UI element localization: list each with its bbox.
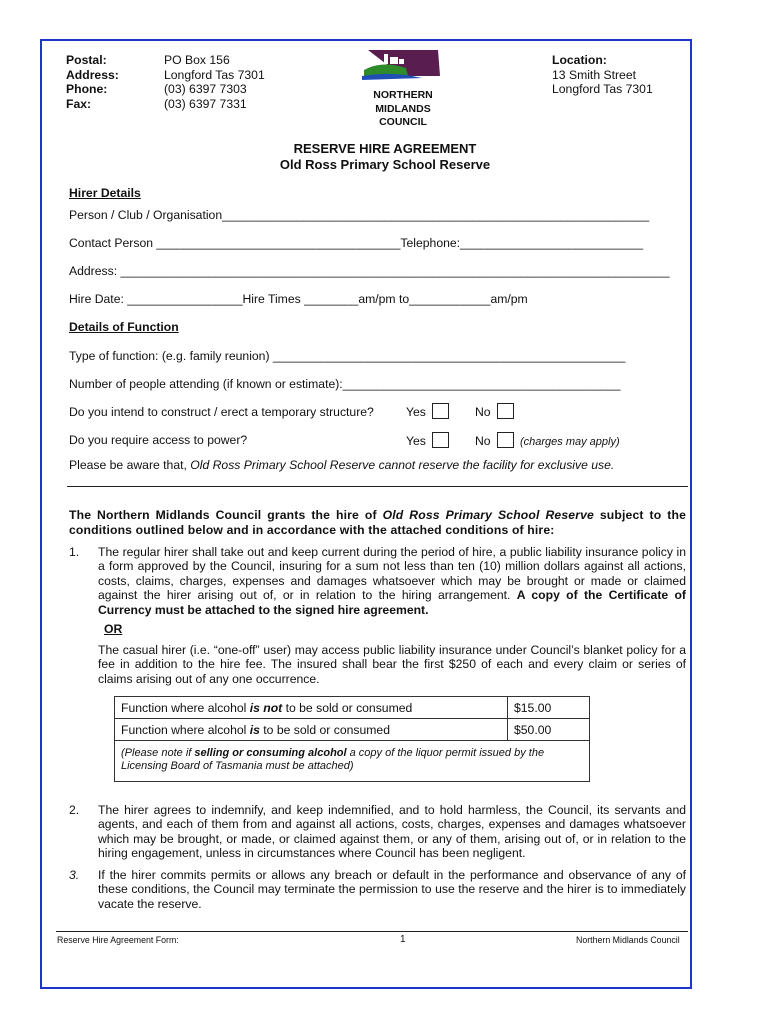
phone-label: Phone: (66, 82, 108, 96)
page-number: 1 (400, 934, 406, 945)
fee-note (115, 741, 590, 782)
contact-field[interactable]: Contact Person ____________________________________Telephone:___________________________ (69, 236, 644, 250)
footer-left: Reserve Hire Agreement Form: (57, 935, 179, 945)
table-row (115, 741, 590, 782)
location-town: Longford Tas 7301 (552, 82, 653, 96)
address-field[interactable]: Address: _________________________________________________________________________________ (69, 264, 670, 278)
or-separator: OR (104, 622, 123, 636)
function-heading: Details of Function (69, 320, 179, 334)
location-street: 13 Smith Street (552, 67, 636, 82)
fee-2-text-b: is (249, 722, 260, 737)
structure-no-label: No (475, 405, 491, 419)
footer-rule (56, 931, 688, 932)
council-line2: MIDLANDS (375, 102, 431, 115)
condition-3: If the hirer commits permits or allows any breach or default in the performance and observance of any of these conditions, the Council may terminate the permission to use the reserve and the hirer is to immediately vacate the reserve. (98, 868, 686, 911)
council-logo (362, 46, 442, 82)
fee-1-text-b: is not (249, 700, 283, 715)
structure-yes-checkbox[interactable] (432, 403, 449, 419)
council-name (353, 89, 453, 130)
condition-3-number: 3. (69, 868, 80, 882)
fee-note-a: (Please note if (121, 747, 195, 759)
table-row (115, 719, 590, 741)
contact-labels (66, 53, 119, 111)
fee-1-price: $15.00 (508, 697, 590, 719)
fee-table (114, 696, 590, 782)
fee-1-text-c: to be sold or consumed (282, 700, 413, 715)
condition-1-bold: A copy of the Certificate of Currency must be attached to the signed hire agreement. (98, 588, 686, 617)
structure-no-checkbox[interactable] (497, 403, 514, 419)
fax-value: (03) 6397 7331 (164, 96, 247, 111)
condition-2: The hirer agrees to indemnify, and keep indemnified, and to hold harmless, the Council, its servants and agents, and each of them from and against all actions, costs, charges, expenses and damages whatsoever which may be brought, or made, or claimed against them, or any of them, arising out of, or in relation to the hiring engagement, unless in circumstances where Council has been negligent. (98, 803, 686, 861)
contact-values (164, 53, 265, 111)
conditions-intro (69, 508, 686, 538)
location-block (552, 53, 653, 97)
fee-note-c: a copy of the liquor permit issued by the Licensing Board of Tasmania must be attached) (121, 747, 545, 772)
function-type-field[interactable]: Type of function: (e.g. family reunion) ____________________________________________________ (69, 349, 626, 363)
charges-note: (charges may apply) (519, 436, 620, 448)
structure-no[interactable] (475, 403, 514, 419)
postal-value: PO Box 156 (164, 53, 230, 67)
intro-part-c: subject to the conditions outlined below and in accordance with the attached conditions of hire: (69, 508, 686, 537)
postal-label: Postal: (66, 53, 107, 67)
fee-note-b: selling or consuming alcohol (194, 747, 347, 759)
location-label: Location: (552, 53, 607, 67)
condition-1-text: The regular hirer shall take out and keep current during the period of hire, a public liability insurance policy in a form approved by the Council, insuring for a sum not less than ten (10) million dollars against all actions, costs, claims, charges, expenses and damages whatsoever which may be brought or made or claimed against the hirer arising out of, or in relation to the hiring arrangement. (98, 545, 686, 603)
table-row (115, 697, 590, 719)
person-field[interactable]: Person / Club / Organisation_______________________________________________________________ (69, 208, 650, 222)
aware-prefix: Please be aware that, (69, 458, 191, 472)
address-label: Address: (66, 67, 119, 82)
power-question: Do you require access to power? (69, 433, 248, 447)
fee-2-price: $50.00 (508, 719, 590, 741)
hire-date-field[interactable]: Hire Date: _________________Hire Times ________am/pm to____________am/pm (69, 292, 528, 306)
document-subtitle: Old Ross Primary School Reserve (279, 157, 491, 172)
condition-2-number: 2. (69, 803, 80, 817)
section-divider (67, 486, 688, 487)
intro-part-a: The Northern Midlands Council grants the hire of (69, 508, 383, 522)
power-yes-checkbox[interactable] (432, 432, 449, 448)
aware-italic: Old Ross Primary School Reserve cannot reserve the facility for exclusive use. (190, 458, 615, 472)
people-field[interactable]: Number of people attending (if known or estimate):_________________________________________ (69, 377, 621, 391)
council-line3: COUNCIL (379, 116, 427, 128)
structure-yes-label: Yes (406, 405, 426, 419)
intro-part-b: Old Ross Primary School Reserve (382, 508, 594, 522)
phone-value: (03) 6397 7303 (164, 82, 247, 96)
fee-1-text-a: Function where alcohol (121, 700, 250, 715)
power-no-label: No (475, 434, 491, 448)
exclusive-use-note (69, 458, 614, 472)
power-no-checkbox[interactable] (497, 432, 514, 448)
fee-2-description (115, 719, 508, 741)
address-value: Longford Tas 7301 (164, 67, 265, 82)
fee-2-text-a: Function where alcohol (121, 722, 250, 737)
power-yes[interactable] (406, 432, 449, 448)
fax-label: Fax: (66, 96, 92, 111)
structure-yes[interactable] (406, 403, 449, 419)
council-line1: NORTHERN (373, 89, 433, 101)
casual-hirer-text: The casual hirer (i.e. “one-off” user) may access public liability insurance under Council’s blanket policy for a fee in addition to the hire fee. The insured shall bear the first $250 of each and every claim or series of claims arising out of any one occurrence. (98, 643, 686, 686)
footer-right: Northern Midlands Council (576, 935, 680, 945)
structure-question: Do you intend to construct / erect a temporary structure? (69, 405, 374, 419)
power-yes-label: Yes (406, 434, 426, 448)
hirer-heading: Hirer Details (69, 186, 141, 200)
condition-1 (98, 545, 686, 617)
document-title: RESERVE HIRE AGREEMENT (293, 141, 477, 156)
condition-1-number: 1. (69, 545, 80, 559)
fee-2-text-c: to be sold or consumed (259, 722, 390, 737)
power-no[interactable] (475, 432, 620, 448)
fee-1-description (115, 697, 508, 719)
